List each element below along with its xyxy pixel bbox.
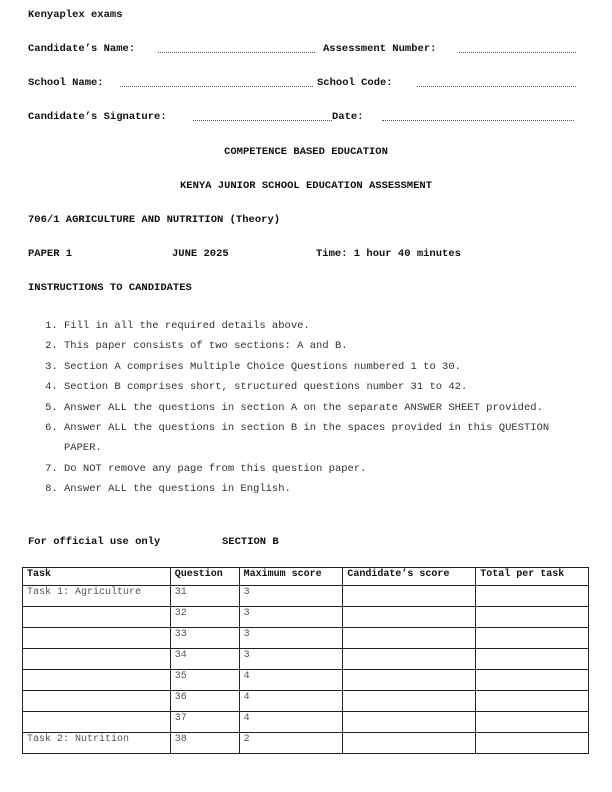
table-row xyxy=(23,607,589,628)
cell-candidate-score[interactable] xyxy=(343,607,476,628)
assessment-number-label: Assessment Number: xyxy=(323,43,437,55)
section-b-label: SECTION B xyxy=(222,536,279,548)
cell-task xyxy=(23,670,171,691)
candidate-name-label: Candidate’s Name: xyxy=(28,43,136,55)
cell-candidate-score[interactable] xyxy=(343,586,476,607)
header-question: Question xyxy=(170,568,239,586)
cell-question: 37 xyxy=(170,712,239,733)
header-max-score: Maximum score xyxy=(239,568,343,586)
cell-question: 36 xyxy=(170,691,239,712)
exam-date: JUNE 2025 xyxy=(172,248,229,260)
cell-total[interactable] xyxy=(476,628,589,649)
cell-task xyxy=(23,607,171,628)
cell-question: 38 xyxy=(170,733,239,754)
subject-title: 706/1 AGRICULTURE AND NUTRITION (Theory) xyxy=(28,214,281,226)
cell-task: Task 2: Nutrition xyxy=(23,733,171,754)
table-row xyxy=(23,691,589,712)
instruction-item: 6. Answer ALL the questions in section B in the spaces provided in this QUESTION PAPER. xyxy=(64,418,584,459)
header-candidate-score: Candidate’s score xyxy=(343,568,476,586)
cell-total[interactable] xyxy=(476,649,589,670)
instruction-item: 7. Do NOT remove any page from this question paper. xyxy=(64,459,584,479)
instruction-item: 4. Section B comprises short, structured questions number 31 to 42. xyxy=(64,377,584,397)
instruction-item: 5. Answer ALL the questions in section A on the separate ANSWER SHEET provided. xyxy=(64,398,584,418)
cell-candidate-score[interactable] xyxy=(343,712,476,733)
paper-label: PAPER 1 xyxy=(28,248,73,260)
cell-max-score: 4 xyxy=(239,712,343,733)
cell-question: 33 xyxy=(170,628,239,649)
cell-max-score: 3 xyxy=(239,649,343,670)
cell-task xyxy=(23,649,171,670)
cell-task xyxy=(23,628,171,649)
instruction-item: 3. Section A comprises Multiple Choice Questions numbered 1 to 30. xyxy=(64,357,584,377)
cell-total[interactable] xyxy=(476,586,589,607)
school-code-label: School Code: xyxy=(317,77,393,89)
cell-total[interactable] xyxy=(476,691,589,712)
cell-max-score: 3 xyxy=(239,586,343,607)
cell-question: 31 xyxy=(170,586,239,607)
brand-header: Kenyaplex exams xyxy=(28,9,123,21)
title-competence: COMPETENCE BASED EDUCATION xyxy=(224,146,388,158)
table-row xyxy=(23,670,589,691)
cell-total[interactable] xyxy=(476,712,589,733)
date-field[interactable] xyxy=(382,120,574,121)
cell-max-score: 4 xyxy=(239,691,343,712)
cell-question: 34 xyxy=(170,649,239,670)
instruction-item: 8. Answer ALL the questions in English. xyxy=(64,479,584,499)
cell-question: 32 xyxy=(170,607,239,628)
cell-candidate-score[interactable] xyxy=(343,691,476,712)
assessment-number-field[interactable] xyxy=(459,52,576,53)
table-row xyxy=(23,733,589,754)
cell-total[interactable] xyxy=(476,607,589,628)
cell-total[interactable] xyxy=(476,670,589,691)
exam-time: Time: 1 hour 40 minutes xyxy=(316,248,461,260)
school-name-field[interactable] xyxy=(120,86,313,87)
score-table xyxy=(22,567,589,754)
cell-candidate-score[interactable] xyxy=(343,628,476,649)
cell-task xyxy=(23,691,171,712)
signature-label: Candidate’s Signature: xyxy=(28,111,167,123)
instruction-item: 2. This paper consists of two sections: A and B. xyxy=(64,336,584,356)
cell-candidate-score[interactable] xyxy=(343,670,476,691)
cell-task: Task 1: Agriculture xyxy=(23,586,171,607)
header-task: Task xyxy=(23,568,171,586)
table-row xyxy=(23,628,589,649)
table-row xyxy=(23,649,589,670)
cell-total[interactable] xyxy=(476,733,589,754)
title-kjsea: KENYA JUNIOR SCHOOL EDUCATION ASSESSMENT xyxy=(179,180,433,192)
table-row xyxy=(23,586,589,607)
school-code-field[interactable] xyxy=(417,86,576,87)
signature-field[interactable] xyxy=(193,120,332,121)
table-header-row xyxy=(23,568,589,586)
date-label: Date: xyxy=(332,111,364,123)
candidate-name-field[interactable] xyxy=(158,52,315,53)
cell-candidate-score[interactable] xyxy=(343,649,476,670)
cell-candidate-score[interactable] xyxy=(343,733,476,754)
instructions-heading: INSTRUCTIONS TO CANDIDATES xyxy=(28,282,192,294)
cell-max-score: 4 xyxy=(239,670,343,691)
cell-max-score: 2 xyxy=(239,733,343,754)
cell-max-score: 3 xyxy=(239,607,343,628)
school-name-label: School Name: xyxy=(28,77,104,89)
official-use-label: For official use only xyxy=(28,536,161,548)
table-row xyxy=(23,712,589,733)
cell-question: 35 xyxy=(170,670,239,691)
instruction-item: 1. Fill in all the required details above. xyxy=(64,316,584,336)
header-total-per-task: Total per task xyxy=(476,568,589,586)
cell-task xyxy=(23,712,171,733)
instructions-list xyxy=(28,316,584,500)
cell-max-score: 3 xyxy=(239,628,343,649)
